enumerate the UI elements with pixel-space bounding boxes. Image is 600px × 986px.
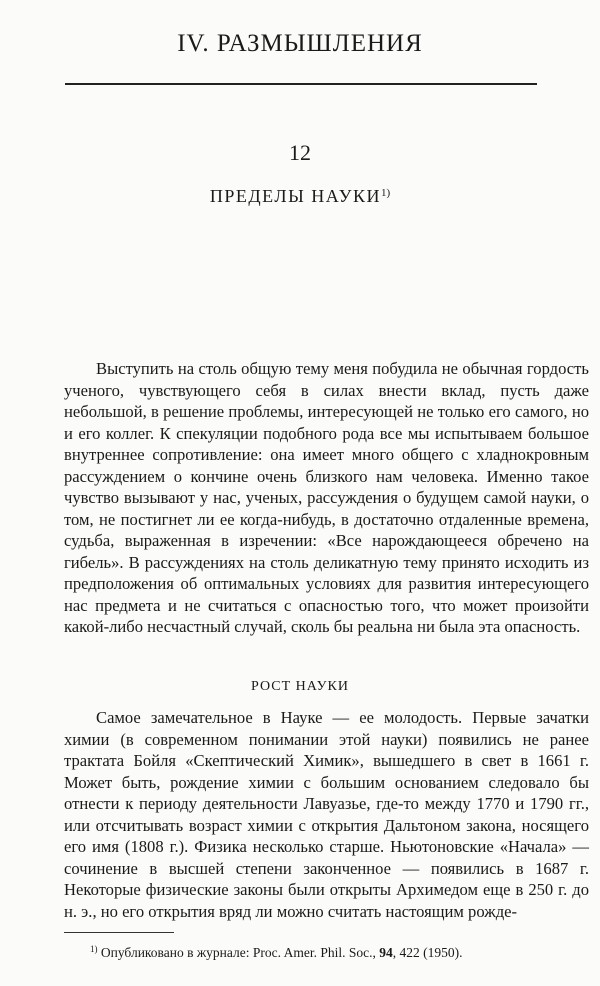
title-rule [65,83,537,85]
intro-section [64,358,589,638]
footnote-volume: 94 [379,945,393,960]
footnote-text-before: Опубликовано в журнале: Proc. Amer. Phil. Soc., [100,945,380,960]
footnote-mark: 1) [90,944,98,954]
section-heading: РОСТ НАУКИ [251,679,349,694]
intro-paragraph: Выступить на столь общую тему меня побудила не обычная гордость ученого, чувствующего себя в силах внести вклад, пусть даже небольшой, в решение проблемы, интересующей не только его самого, но и его коллег. К спекуляции подобного рода все мы испытываем большое внутреннее сопротивление: она имеет много общего с хладнокровным рассуждением о кончине очень близкого нам человека. Именно такое чувство вызывают у нас, ученых, рассуждения о будущем самой науки, о том, не постигнет ли ее когда-нибудь, в достаточно отдаленные времена, судьба, выраженная в изречении: «Все нарождающееся обречено на гибель». В рассуждениях на столь деликатную тему принято исходить из предположения об оптимальных условиях для развития интересующего нас предмета и не считаться с опасностью того, что может произойти какой-либо несчастный случай, сколь бы реальна ни была эта опасность. [64,359,589,636]
footnote-rule [64,932,174,933]
growth-paragraph: Самое замечательное в Науке — ее молодость. Первые зачатки химии (в современном понимании этой науки) появились не ранее трактата Бойля «Скептический Химик», вышедшего в свет в 1661 г. Может быть, рождение химии с большим основанием следовало бы отнести к периоду деятельности Лавуазье, где-то между 1770 и 1790 гг., или отсчитывать возраст химии с открытия Дальтоном закона, носящего его имя (1808 г.). Физика несколько старше. Ньютоновские «Начала» — сочинение в высшей степени законченное — появились в 1687 г. Некоторые физические законы были открыты Архимедом еще в 250 г. до н. э., но его открытия вряд ли можно считать настоящим рожде- [64,708,589,921]
chapter-title [0,186,600,207]
footnote-text-after: , 422 (1950). [392,945,463,960]
footnote [90,940,590,962]
growth-section [64,707,589,922]
chapter-number: 12 [289,140,311,165]
chapter-title-text: ПРЕДЕЛЫ НАУКИ [209,186,381,206]
chapter-footnote-mark: 1) [380,187,391,199]
part-title: IV. РАЗМЫШЛЕНИЯ [177,30,423,57]
